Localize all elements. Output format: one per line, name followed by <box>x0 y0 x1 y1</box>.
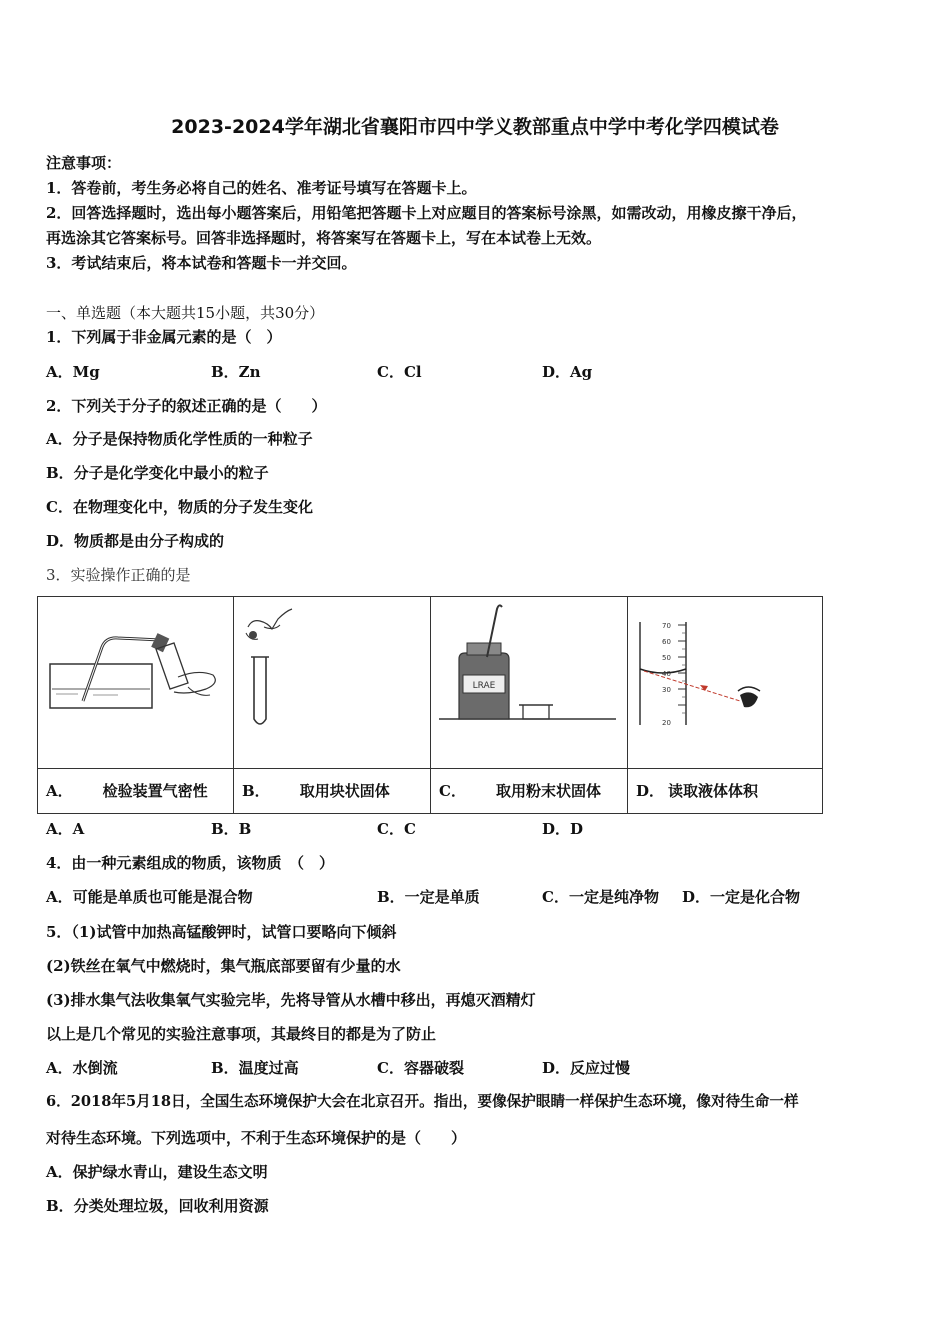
figure-b-cell <box>234 597 431 768</box>
q2-option-a: A．分子是保持物质化学性质的一种粒子 <box>46 430 313 448</box>
q1-option-b: B．Zn <box>211 363 261 381</box>
q3-option-c: C．C <box>377 820 416 838</box>
figure-a-caption <box>38 768 234 813</box>
q2-option-d: D．物质都是由分子构成的 <box>46 532 225 550</box>
q1-option-d: D．Ag <box>542 363 593 381</box>
q5-line-4: 以上是几个常见的实验注意事项，其最终目的都是为了防止 <box>46 1025 437 1043</box>
figure-d-text: 读取液体体积 <box>668 782 759 800</box>
scale-tick-20: 20 <box>662 719 671 727</box>
q1-option-a: A．Mg <box>46 363 100 381</box>
q3-option-b: B．B <box>211 820 252 838</box>
notice-item-2-cont: 再选涂其它答案标号。回答非选择题时，将答案写在答题卡上，写在本试卷上无效。 <box>46 229 602 247</box>
q3-option-d: D．D <box>542 820 584 838</box>
powder-solid-illustration <box>431 597 627 768</box>
figure-a-text: 检验装置气密性 <box>102 782 208 800</box>
q5-line-1: 5．（1)试管中加热高锰酸钾时，试管口要略向下倾斜 <box>46 923 397 941</box>
figure-a-cell <box>38 597 234 768</box>
block-solid-illustration <box>234 597 430 768</box>
notice-item-3: 3．考试结束后，将本试卷和答题卡一并交回。 <box>46 254 357 272</box>
scale-tick-30: 30 <box>662 686 671 694</box>
q6-option-a: A．保护绿水青山，建设生态文明 <box>46 1163 268 1181</box>
q5-option-b: B．温度过高 <box>211 1059 299 1077</box>
q2-option-b: B．分子是化学变化中最小的粒子 <box>46 464 269 482</box>
notice-item-2: 2．回答选择题时，选出每小题答案后，用铅笔把答题卡上对应题目的答案标号涂黑，如需改动，用橡皮擦干净后， <box>46 204 807 222</box>
airtightness-check-illustration <box>38 597 233 768</box>
q5-option-d: D．反应过慢 <box>542 1059 631 1077</box>
q3-stem: 3．实验操作正确的是 <box>46 566 191 584</box>
q6-option-b: B．分类处理垃圾，回收利用资源 <box>46 1197 269 1215</box>
notice-item-1: 1．答卷前，考生务必将自己的姓名、准考证号填写在答题卡上。 <box>46 179 477 197</box>
figure-b-letter: B． <box>242 782 270 800</box>
figure-c-text: 取用粉末状固体 <box>495 782 601 800</box>
q1-stem: 1．下列属于非金属元素的是（ ） <box>46 328 282 346</box>
jar-label-text: LRAE <box>472 681 496 691</box>
q5-option-a: A．水倒流 <box>46 1059 118 1077</box>
q4-stem: 4．由一种元素组成的物质，该物质 （ ） <box>46 854 334 872</box>
figure-d-letter: D． <box>636 782 665 800</box>
q4-option-c: C．一定是纯净物 <box>542 888 659 906</box>
q5-line-2: (2)铁丝在氧气中燃烧时，集气瓶底部要留有少量的水 <box>46 957 401 975</box>
scale-tick-50: 50 <box>662 654 671 662</box>
q6-line-1: 6．2018年5月18日，全国生态环境保护大会在北京召开。指出，要像保护眼睛一样保护生态环境，像对待生命一样 <box>46 1093 799 1110</box>
q3-option-a: A．A <box>46 820 85 838</box>
section-heading: 一、单选题（本大题共15小题，共30分） <box>46 304 325 322</box>
q6-line-2: 对待生态环境。下列选项中，不利于生态环境保护的是（ ） <box>46 1129 467 1147</box>
scale-tick-60: 60 <box>662 638 671 646</box>
q4-option-a: A．可能是单质也可能是混合物 <box>46 888 253 906</box>
read-volume-illustration <box>628 597 822 768</box>
q3-figure-table <box>37 596 823 814</box>
q1-option-c: C．Cl <box>377 363 422 381</box>
figure-c-cell <box>431 597 628 768</box>
q2-stem: 2．下列关于分子的叙述正确的是（ ） <box>46 397 327 415</box>
figure-c-letter: C． <box>439 782 466 800</box>
q2-option-c: C．在物理变化中，物质的分子发生变化 <box>46 498 313 516</box>
figure-b-text: 取用块状固体 <box>299 782 390 800</box>
figure-b-caption <box>234 768 431 813</box>
figure-d-cell <box>628 597 824 768</box>
figure-c-caption <box>431 768 628 813</box>
scale-tick-40: 40 <box>662 670 671 678</box>
figure-d-caption <box>628 768 823 813</box>
q5-line-3: (3)排水集气法收集氧气实验完毕，先将导管从水槽中移出，再熄灭酒精灯 <box>46 991 536 1009</box>
notice-heading: 注意事项： <box>46 154 122 172</box>
scale-tick-70: 70 <box>662 622 671 630</box>
q4-option-b: B．一定是单质 <box>377 888 480 906</box>
q5-option-c: C．容器破裂 <box>377 1059 464 1077</box>
figure-a-letter: A． <box>46 782 73 800</box>
q4-option-d: D．一定是化合物 <box>682 888 801 906</box>
page-title: 2023-2024学年湖北省襄阳市四中学义教部重点中学中考化学四模试卷 <box>171 116 779 138</box>
